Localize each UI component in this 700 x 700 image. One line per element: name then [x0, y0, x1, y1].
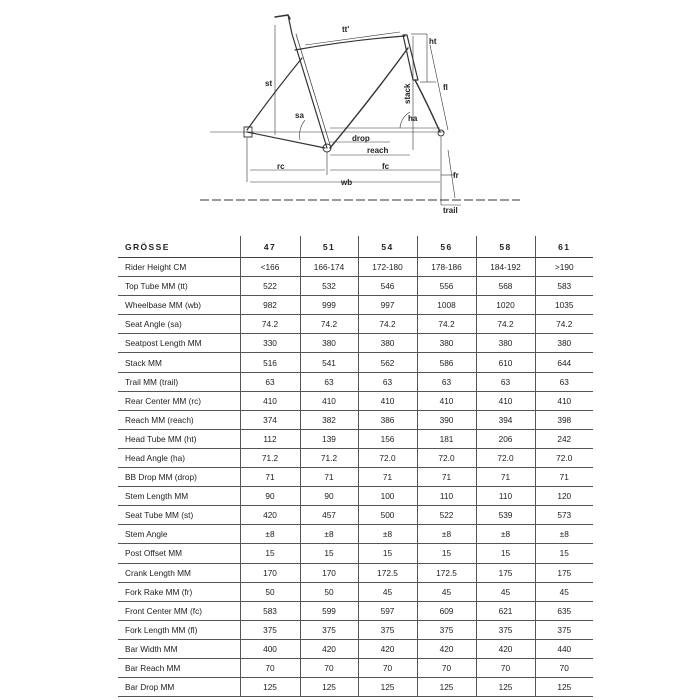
table-cell: 375 — [300, 620, 358, 639]
table-cell: 556 — [417, 277, 476, 296]
seat-tube — [292, 34, 327, 148]
table-cell: 457 — [300, 506, 358, 525]
table-cell: 999 — [300, 296, 358, 315]
row-label: Rider Height CM — [118, 258, 240, 277]
label-ha: ha — [408, 114, 418, 123]
row-label: Front Center MM (fc) — [118, 601, 240, 620]
frame-geometry-diagram — [0, 0, 700, 225]
table-cell: 15 — [417, 544, 476, 563]
table-cell: 562 — [358, 353, 417, 372]
table-cell: ±8 — [476, 525, 535, 544]
table-cell: 380 — [358, 334, 417, 353]
table-cell: 90 — [300, 487, 358, 506]
table-cell: ±8 — [240, 525, 300, 544]
table-cell: 440 — [535, 639, 593, 658]
table-row — [118, 525, 593, 544]
table-cell: 125 — [358, 678, 417, 697]
table-cell: 610 — [476, 353, 535, 372]
table-cell: 522 — [417, 506, 476, 525]
table-row — [118, 601, 593, 620]
table-cell: 644 — [535, 353, 593, 372]
table-cell: 71.2 — [240, 448, 300, 467]
table-cell: 178-186 — [417, 258, 476, 277]
table-cell: 410 — [476, 391, 535, 410]
table-cell: 568 — [476, 277, 535, 296]
label-drop: drop — [352, 134, 370, 143]
label-fc: fc — [382, 162, 390, 171]
table-cell: 583 — [240, 601, 300, 620]
table-row — [118, 544, 593, 563]
table-row — [118, 410, 593, 429]
fork — [415, 80, 440, 132]
table-cell: 125 — [476, 678, 535, 697]
chain-stay — [247, 132, 325, 148]
table-cell: 120 — [535, 487, 593, 506]
table-cell: 72.0 — [358, 448, 417, 467]
label-sa: sa — [295, 111, 304, 120]
header-cell: 58 — [476, 236, 535, 258]
table-cell: 532 — [300, 277, 358, 296]
table-cell: 63 — [358, 372, 417, 391]
sa-arc — [300, 120, 305, 140]
table-cell: 539 — [476, 506, 535, 525]
label-stack: stack — [403, 83, 412, 104]
table-header-row — [118, 236, 593, 258]
row-label: Seat Tube MM (st) — [118, 506, 240, 525]
table-cell: 170 — [240, 563, 300, 582]
table-cell: 15 — [300, 544, 358, 563]
table-cell: 100 — [358, 487, 417, 506]
frame-geometry-svg — [0, 0, 700, 225]
table-cell: 70 — [535, 658, 593, 677]
table-cell: 380 — [417, 334, 476, 353]
table-cell: 45 — [417, 582, 476, 601]
table-cell: 410 — [358, 391, 417, 410]
table-cell: 586 — [417, 353, 476, 372]
table-cell: 380 — [476, 334, 535, 353]
table-cell: 420 — [417, 639, 476, 658]
table-cell: 382 — [300, 410, 358, 429]
table-cell: 175 — [535, 563, 593, 582]
table-cell: 374 — [240, 410, 300, 429]
down-tube — [330, 48, 408, 148]
table-cell: 184-192 — [476, 258, 535, 277]
row-label: Rear Center MM (rc) — [118, 391, 240, 410]
row-label: Fork Rake MM (fr) — [118, 582, 240, 601]
label-trail: trail — [443, 206, 458, 215]
table-cell: 982 — [240, 296, 300, 315]
table-cell: 125 — [240, 678, 300, 697]
row-label: Seatpost Length MM — [118, 334, 240, 353]
table-cell: 375 — [476, 620, 535, 639]
label-rc: rc — [277, 162, 285, 171]
table-cell: 50 — [300, 582, 358, 601]
table-row — [118, 468, 593, 487]
table-cell: 375 — [240, 620, 300, 639]
table-cell: 15 — [240, 544, 300, 563]
table-cell: 1035 — [535, 296, 593, 315]
table-cell: 71 — [358, 468, 417, 487]
table-cell: 206 — [476, 429, 535, 448]
row-label: Stem Length MM — [118, 487, 240, 506]
table-cell: 330 — [240, 334, 300, 353]
table-cell: 71.2 — [300, 448, 358, 467]
table-cell: 125 — [417, 678, 476, 697]
table-cell: ±8 — [417, 525, 476, 544]
table-cell: 997 — [358, 296, 417, 315]
table-cell: 410 — [240, 391, 300, 410]
table-cell: 410 — [417, 391, 476, 410]
row-label: BB Drop MM (drop) — [118, 468, 240, 487]
table-cell: 70 — [240, 658, 300, 677]
table-row — [118, 658, 593, 677]
table-cell: 70 — [417, 658, 476, 677]
table-cell: 635 — [535, 601, 593, 620]
row-label: Stack MM — [118, 353, 240, 372]
table-row — [118, 563, 593, 582]
row-label: Wheelbase MM (wb) — [118, 296, 240, 315]
table-cell: 125 — [535, 678, 593, 697]
row-label: Post Offset MM — [118, 544, 240, 563]
table-cell: 74.2 — [358, 315, 417, 334]
table-row — [118, 258, 593, 277]
header-cell: 54 — [358, 236, 417, 258]
table-cell: 420 — [476, 639, 535, 658]
table-cell: 410 — [300, 391, 358, 410]
table-cell: 110 — [417, 487, 476, 506]
row-label: Crank Length MM — [118, 563, 240, 582]
table-cell: 583 — [535, 277, 593, 296]
table-cell: 375 — [535, 620, 593, 639]
table-cell: 175 — [476, 563, 535, 582]
table-cell: <166 — [240, 258, 300, 277]
table-row — [118, 315, 593, 334]
front-dropout — [438, 130, 444, 136]
table-cell: 63 — [300, 372, 358, 391]
seat-stay — [247, 58, 302, 130]
table-cell: 50 — [240, 582, 300, 601]
row-label: Bar Drop MM — [118, 678, 240, 697]
row-label: Bar Reach MM — [118, 658, 240, 677]
header-cell: 61 — [535, 236, 593, 258]
table-cell: 74.2 — [417, 315, 476, 334]
table-row — [118, 334, 593, 353]
table-row — [118, 620, 593, 639]
table-cell: 500 — [358, 506, 417, 525]
geometry-table — [118, 236, 593, 697]
table-cell: 420 — [358, 639, 417, 658]
table-cell: 72.0 — [535, 448, 593, 467]
row-label: Stem Angle — [118, 525, 240, 544]
row-label: Reach MM (reach) — [118, 410, 240, 429]
table-cell: ±8 — [300, 525, 358, 544]
table-cell: 546 — [358, 277, 417, 296]
row-label: Bar Width MM — [118, 639, 240, 658]
row-label: Trail MM (trail) — [118, 372, 240, 391]
table-cell: 71 — [535, 468, 593, 487]
table-cell: 410 — [535, 391, 593, 410]
table-cell: 63 — [240, 372, 300, 391]
table-cell: 172.5 — [358, 563, 417, 582]
table-row — [118, 353, 593, 372]
header-cell: 51 — [300, 236, 358, 258]
table-cell: 15 — [476, 544, 535, 563]
table-cell: 420 — [240, 506, 300, 525]
table-cell: 139 — [300, 429, 358, 448]
table-cell: 375 — [417, 620, 476, 639]
table-cell: 400 — [240, 639, 300, 658]
table-cell: 599 — [300, 601, 358, 620]
table-cell: 242 — [535, 429, 593, 448]
label-fr: fr — [453, 171, 459, 180]
table-cell: 74.2 — [240, 315, 300, 334]
table-cell: 172-180 — [358, 258, 417, 277]
table-cell: 181 — [417, 429, 476, 448]
header-cell: GRÖSSE — [118, 236, 240, 258]
table-cell: 45 — [358, 582, 417, 601]
table-row — [118, 506, 593, 525]
table-cell: 90 — [240, 487, 300, 506]
table-cell: 386 — [358, 410, 417, 429]
table-cell: 110 — [476, 487, 535, 506]
table-row — [118, 487, 593, 506]
table-cell: 420 — [300, 639, 358, 658]
row-label: Head Angle (ha) — [118, 448, 240, 467]
table-row — [118, 639, 593, 658]
table-cell: 45 — [476, 582, 535, 601]
table-cell: 74.2 — [476, 315, 535, 334]
table-cell: 70 — [358, 658, 417, 677]
table-cell: 71 — [240, 468, 300, 487]
table-cell: 15 — [358, 544, 417, 563]
table-cell: 112 — [240, 429, 300, 448]
row-label: Top Tube MM (tt) — [118, 277, 240, 296]
table-cell: 63 — [476, 372, 535, 391]
table-cell: 74.2 — [300, 315, 358, 334]
table-cell: 166-174 — [300, 258, 358, 277]
label-wb: wb — [341, 178, 353, 187]
table-cell: 609 — [417, 601, 476, 620]
table-row — [118, 448, 593, 467]
label-st: st — [265, 79, 273, 88]
table-row — [118, 277, 593, 296]
table-cell: 394 — [476, 410, 535, 429]
table-cell: 172.5 — [417, 563, 476, 582]
row-label: Seat Angle (sa) — [118, 315, 240, 334]
table-row — [118, 391, 593, 410]
label-ht: ht — [429, 37, 437, 46]
table-cell: 71 — [300, 468, 358, 487]
head-tube — [403, 35, 418, 80]
table-cell: ±8 — [358, 525, 417, 544]
table-cell: ±8 — [535, 525, 593, 544]
table-cell: 71 — [417, 468, 476, 487]
label-reach: reach — [367, 146, 389, 155]
table-cell: 380 — [300, 334, 358, 353]
table-body — [118, 258, 593, 697]
header-cell: 47 — [240, 236, 300, 258]
table-cell: 375 — [358, 620, 417, 639]
table-cell: >190 — [535, 258, 593, 277]
table-cell: 380 — [535, 334, 593, 353]
row-label: Fork Length MM (fl) — [118, 620, 240, 639]
table-cell: 15 — [535, 544, 593, 563]
table-cell: 597 — [358, 601, 417, 620]
table-cell: 45 — [535, 582, 593, 601]
table-cell: 1020 — [476, 296, 535, 315]
table-cell: 516 — [240, 353, 300, 372]
table-row — [118, 296, 593, 315]
table-cell: 72.0 — [417, 448, 476, 467]
table-row — [118, 582, 593, 601]
table-cell: 63 — [535, 372, 593, 391]
label-fl: fl — [443, 83, 448, 92]
table-cell: 522 — [240, 277, 300, 296]
top-tube — [295, 36, 405, 50]
table-cell: 541 — [300, 353, 358, 372]
label-tt: tt' — [342, 25, 350, 34]
table-cell: 70 — [300, 658, 358, 677]
tt-dim — [305, 32, 400, 45]
table-cell: 63 — [417, 372, 476, 391]
table-cell: 156 — [358, 429, 417, 448]
table-cell: 390 — [417, 410, 476, 429]
table-cell: 621 — [476, 601, 535, 620]
table-cell: 72.0 — [476, 448, 535, 467]
table-cell: 170 — [300, 563, 358, 582]
table-cell: 70 — [476, 658, 535, 677]
table-cell: 398 — [535, 410, 593, 429]
table-cell: 74.2 — [535, 315, 593, 334]
table-row — [118, 678, 593, 697]
header-cell: 56 — [417, 236, 476, 258]
table-cell: 1008 — [417, 296, 476, 315]
table-row — [118, 429, 593, 448]
row-label: Head Tube MM (ht) — [118, 429, 240, 448]
table-cell: 71 — [476, 468, 535, 487]
table-row — [118, 372, 593, 391]
table-cell: 573 — [535, 506, 593, 525]
table-cell: 125 — [300, 678, 358, 697]
